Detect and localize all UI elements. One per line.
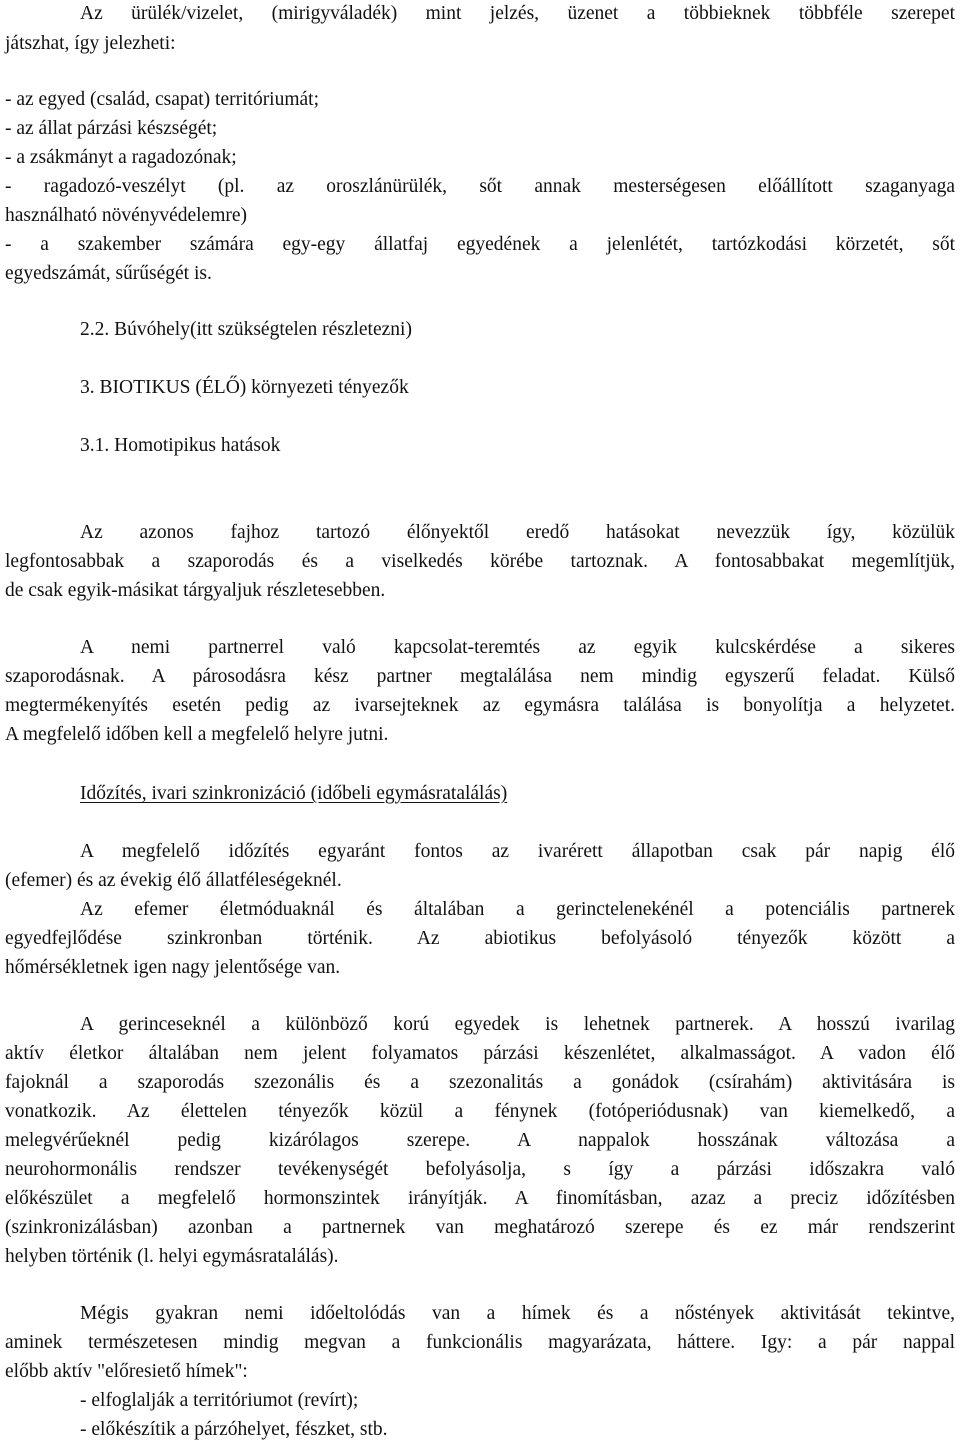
text-line: előbb aktív "előresiető hímek":	[5, 1361, 248, 1382]
section-heading-line: Időzítés, ivari szinkronizáció (időbeli egymásratalálás)	[80, 783, 508, 804]
text-line: - a zsákmányt a ragadozónak;	[5, 147, 237, 168]
text-line: 3.1. Homotipikus hatások	[80, 435, 281, 456]
text-line: helyben történik (l. helyi egymásratalálás).	[5, 1246, 339, 1267]
text-line: megtermékenyítés esetén pedig az ivarsejteknek az egymásra találása is bonyolítja a helyzetet.	[5, 695, 955, 716]
text-line: legfontosabbak a szaporodás és a viselkedés körébe tartoznak. A fontosabbakat megemlítjük,	[5, 551, 955, 572]
text-line: - a szakember számára egy-egy állatfaj egyedének a jelenlétét, tartózkodási körzetét, sőt	[5, 234, 955, 255]
text-line: aminek természetesen mindig megvan a funkcionális magyarázata, háttere. Igy: a pár nappal	[5, 1332, 955, 1353]
text-line: - elfoglalják a territóriumot (revírt);	[80, 1390, 359, 1411]
text-line: egyedfejlődése szinkronban történik. Az abiotikus befolyásoló tényezők között a	[5, 928, 955, 949]
text-line: aktív életkor általában nem jelent folyamatos párzási készenlétet, alkalmasságot. A vadon élő	[5, 1043, 955, 1064]
text-line: fajoknál a szaporodás szezonális és a szezonalitás a gonádok (csírahám) aktivitására is	[5, 1072, 955, 1093]
text-line: de csak egyik-másikat tárgyaljuk részletesebben.	[5, 580, 386, 601]
text-line: A nemi partnerrel való kapcsolat-teremtés az egyik kulcskérdése a sikeres	[80, 637, 955, 658]
text-line: szaporodásnak. A párosodásra kész partner megtalálása nem mindig egyszerű feladat. Külső	[5, 666, 955, 687]
text-line: - ragadozó-veszélyt (pl. az oroszlánürülék, sőt annak mesterségesen előállított szaganyaga	[5, 176, 955, 197]
text-line: 2.2. Búvóhely(itt szükségtelen részletezni)	[80, 319, 412, 340]
text-line: használható növényvédelemre)	[5, 205, 248, 226]
text-line: (efemer) és az évekig élő állatféleségeknél.	[5, 870, 342, 891]
text-line: - az állat párzási készségét;	[5, 118, 218, 139]
text-line: hőmérsékletnek igen nagy jelentősége van.	[5, 957, 341, 978]
text-line: (szinkronizálásban) azonban a partnernek van meghatározó szerepe és ez már rendszerint	[5, 1217, 955, 1238]
text-line: A gerinceseknél a különböző korú egyedek is lehetnek partnerek. A hosszú ivarilag	[80, 1014, 955, 1035]
text-line: - az egyed (család, csapat) territóriumát;	[5, 89, 320, 110]
text-line: - előkészítik a párzóhelyet, fészket, stb.	[80, 1419, 388, 1440]
text-line: A megfelelő időzítés egyaránt fontos az ivarérett állapotban csak pár napig élő	[80, 841, 955, 862]
text-line: előkészület a megfelelő hormonszintek irányítják. A finomításban, azaz a preciz időzítésben	[5, 1188, 955, 1209]
text-line: vonatkozik. Az élettelen tényezők közül a fénynek (fotóperiódusnak) van kiemelkedő, a	[5, 1101, 955, 1122]
text-line: Az azonos fajhoz tartozó élőnyektől eredő hatásokat nevezzük így, közülük	[80, 522, 955, 543]
text-line: melegvérűeknél pedig kizárólagos szerepe. A nappalok hosszának változása a	[5, 1130, 955, 1151]
text-line: 3. BIOTIKUS (ÉLŐ) környezeti tényezők	[80, 377, 409, 398]
text-line: Az efemer életmóduaknál és általában a gerinctelenekénél a potenciális partnerek	[80, 899, 955, 920]
text-line: neurohormonális rendszer tevékenységét befolyásolja, s így a párzási időszakra való	[5, 1159, 955, 1180]
text-line: egyedszámát, sűrűségét is.	[5, 263, 212, 284]
text-line: Mégis gyakran nemi időeltolódás van a hímek és a nőstények aktivitását tekintve,	[80, 1303, 955, 1324]
text-line: játszhat, így jelezheti:	[5, 33, 176, 54]
text-line: A megfelelő időben kell a megfelelő helyre jutni.	[5, 724, 389, 745]
text-line: Az ürülék/vizelet, (mirigyváladék) mint jelzés, üzenet a többieknek többféle szerepet	[80, 3, 955, 24]
